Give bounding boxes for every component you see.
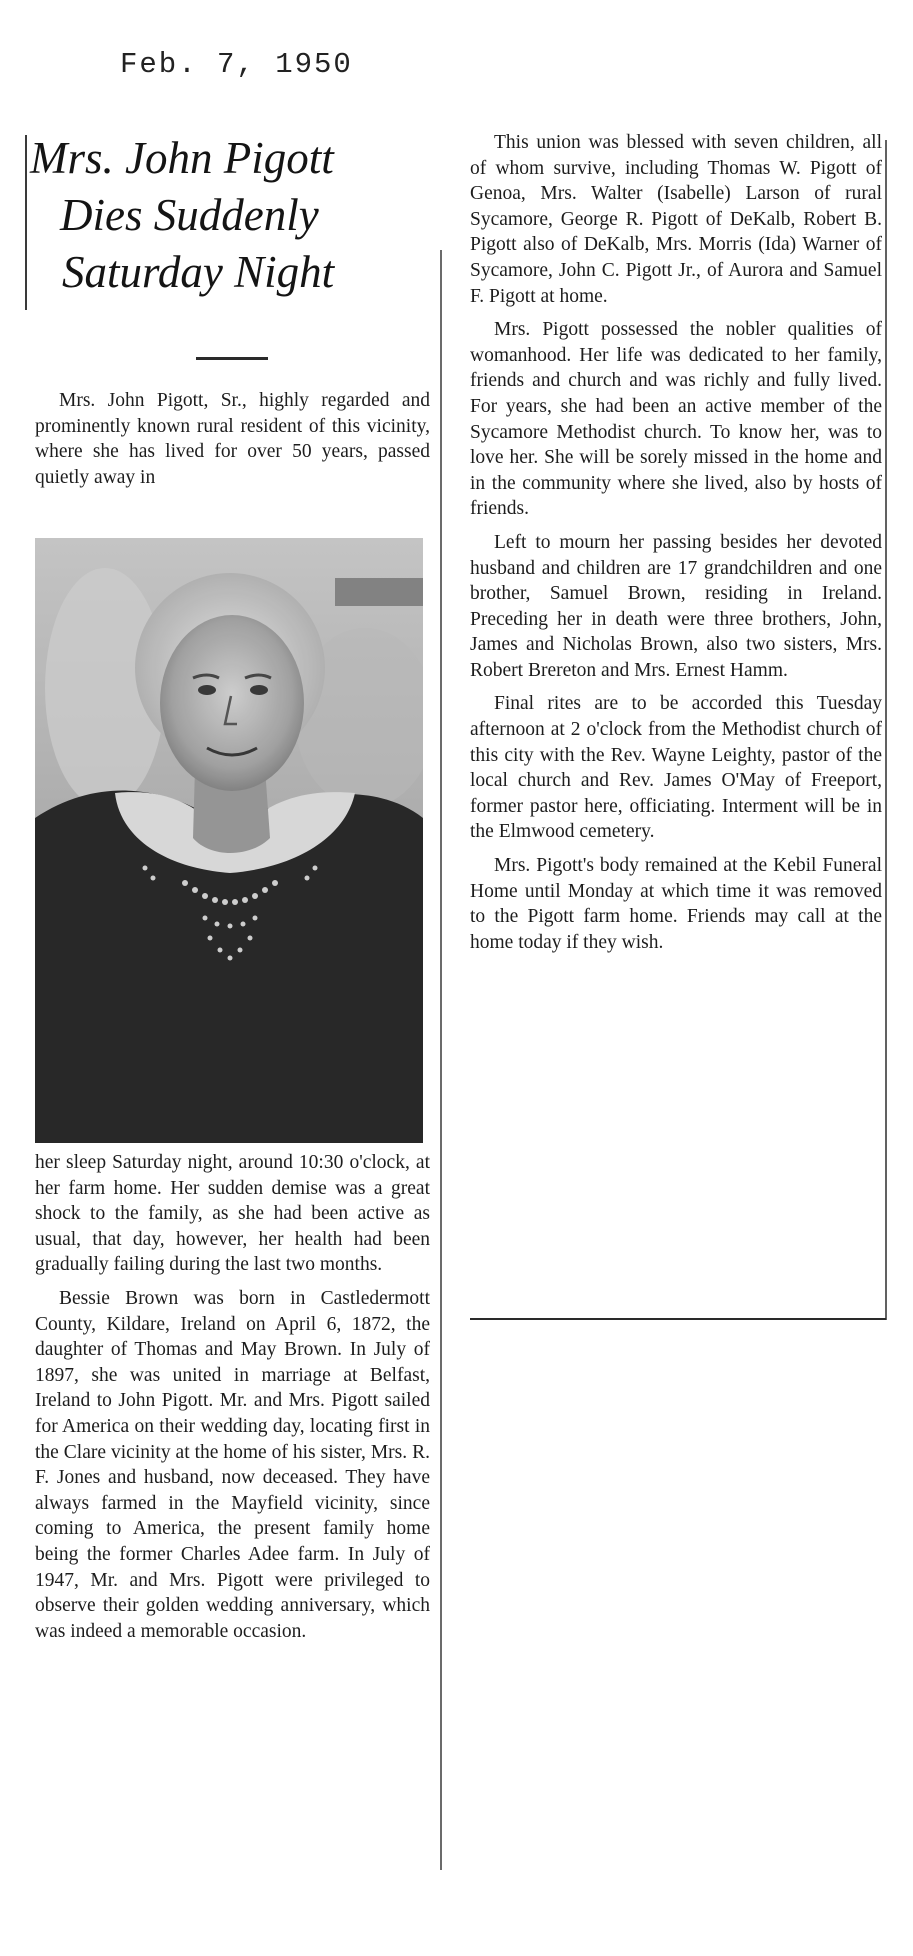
- portrait-photo: [35, 538, 423, 1143]
- headline: [30, 130, 440, 301]
- right-border-rule: [885, 140, 887, 1320]
- column-divider-rule: [440, 250, 442, 1870]
- paragraph-character: Mrs. Pigott possessed the nobler qualities of womanhood. Her life was dedicated to her family, friends and church and was richly and fully lived. For years, she had been an active member of the Sycamore Methodist church. To know her, was to love her. She will be sorely missed in the home and in the community where she lived, also by hosts of friends.: [470, 319, 882, 520]
- headline-separator: [196, 357, 268, 360]
- column-2: [470, 130, 882, 963]
- column-1-bottom: [35, 1150, 430, 1652]
- clipping-date: Feb. 7, 1950: [120, 48, 353, 81]
- paragraph-intro: Mrs. John Pigott, Sr., highly regarded and prominently known rural resident of this vicinity, where she has lived for over 50 years, passed quietly away in: [35, 390, 430, 488]
- left-border-rule: [25, 135, 27, 310]
- portrait-image: [35, 538, 423, 1143]
- paragraph-survivors: Left to mourn her passing besides her devoted husband and children are 17 grandchildren and one brother, Samuel Brown, residing in Ireland. Preceding her in death were three brothers, John, James and Nicholas Brown, also two sisters, Mrs. Robert Brereton and Mrs. Ernest Hamm.: [470, 531, 882, 681]
- paragraph-visitation: Mrs. Pigott's body remained at the Kebil Funeral Home until Monday at which time it was removed to the Pigott farm home. Friends may call at the home today if they wish.: [470, 855, 882, 953]
- headline-line-2: Dies Suddenly: [60, 190, 319, 240]
- column-1-top: [35, 388, 430, 498]
- column-end-rule: [470, 1318, 886, 1320]
- paragraph-final-rites: Final rites are to be accorded this Tuesday afternoon at 2 o'clock from the Methodist church of this city with the Rev. Wayne Leighty, pastor of the local church and Rev. James O'May of Freeport, former pastor here, officiating. Interment will be in the Elmwood cemetery.: [470, 693, 882, 843]
- headline-line-3: Saturday Night: [62, 247, 335, 297]
- headline-line-1: Mrs. John Pigott: [30, 133, 334, 183]
- paragraph-biography: Bessie Brown was born in Castledermott County, Kildare, Ireland on April 6, 1872, the daughter of Thomas and May Brown. In July of 1897, she was united in marriage at Belfast, Ireland to John Pigott. Mr. and Mrs. Pigott sailed for America on their wedding day, locating first in the Clare vicinity at the home of his sister, Mrs. R. F. Jones and husband, now deceased. They have always farmed in the Mayfield vicinity, since coming to America, the present family home being the former Charles Adee farm. In July of 1947, Mr. and Mrs. Pigott were privileged to observe their golden wedding anniversary, which was indeed a memorable occasion.: [35, 1287, 430, 1642]
- paragraph-obituary-continued: her sleep Saturday night, around 10:30 o'clock, at her farm home. Her sudden demise was a great shock to the family, as she had been active as usual, that day, however, her health had been gradually failing during the last two months.: [35, 1152, 430, 1276]
- paragraph-children: This union was blessed with seven children, all of whom survive, including Thomas W. Pigott of Genoa, Mrs. Walter (Isabelle) Larson of rural Sycamore, George R. Pigott of DeKalb, Robert B. Pigott also of DeKalb, Mrs. Morris (Ida) Warner of Sycamore, John C. Pigott Jr., of Aurora and Samuel F. Pigott at home.: [470, 132, 882, 307]
